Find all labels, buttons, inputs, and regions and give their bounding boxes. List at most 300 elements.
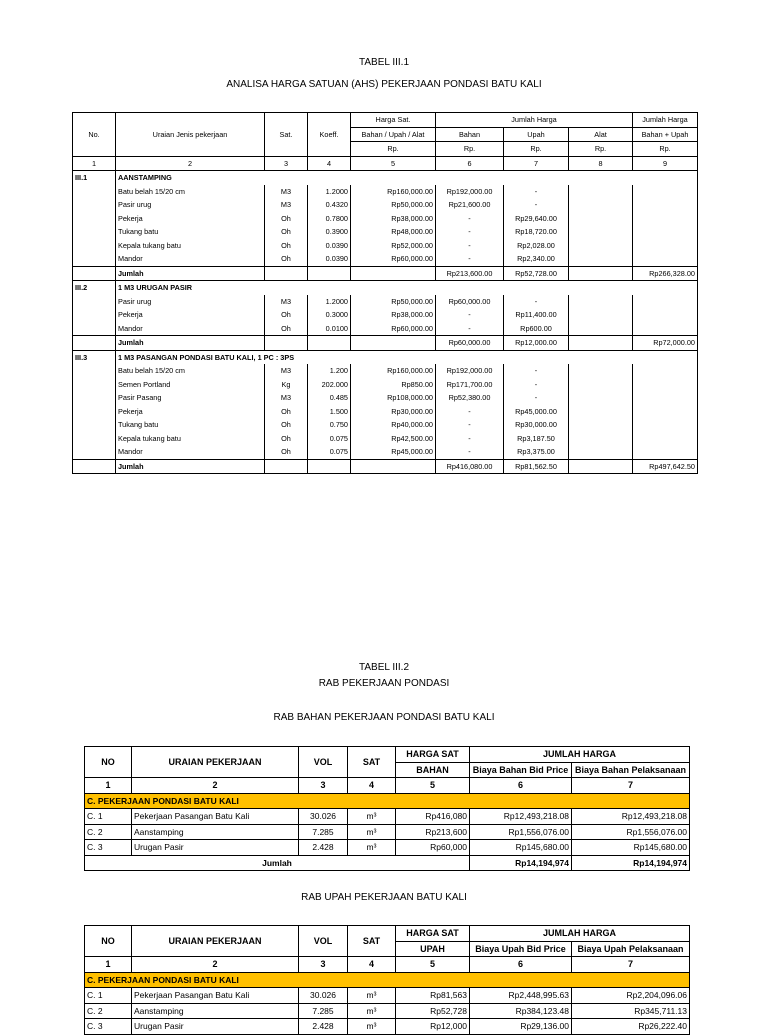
item-uraian: Tukang batu [116,225,265,239]
item-harga: Rp12,000 [396,1019,470,1035]
item-alat [569,322,633,336]
ahs-jumlah-row [73,266,698,281]
tabel2-title: RAB PEKERJAAN PONDASI [318,678,450,689]
item-upah: Rp45,000.00 [504,405,569,419]
item-bahan: - [436,405,504,419]
col-number: 7 [572,778,690,794]
item-bahan: Rp52,380.00 [436,391,504,405]
col-number: 2 [132,778,299,794]
ahs-jumlah-row [73,459,698,474]
item-koeff: 202.000 [308,378,351,392]
item-no [73,322,116,336]
col-header-bua: Bahan / Upah / Alat [351,127,436,142]
rab-upah-header-row-1 [85,926,690,942]
item-total [633,378,698,392]
jumlah-total: Rp266,328.00 [633,266,698,281]
item-alat [569,405,633,419]
item-alat [569,378,633,392]
col-number: 1 [85,778,132,794]
item-total [633,391,698,405]
col-header-harga-sat: HARGA SAT [396,926,470,942]
item-uraian: Urugan Pasir [132,840,299,856]
jumlah-upah: Rp12,000.00 [504,336,569,351]
item-upah: - [504,295,569,309]
item-sat: Oh [265,252,308,266]
ahs-item-row [73,212,698,226]
item-alat [569,308,633,322]
col-header-rp: Rp. [633,142,698,157]
item-alat [569,445,633,459]
col-header-bid-price: Biaya Bahan Bid Price [470,762,572,778]
col-number: 3 [265,156,308,171]
item-upah: - [504,364,569,378]
col-number: 7 [572,957,690,973]
jumlah-harga [351,459,436,474]
item-koeff: 0.0390 [308,239,351,253]
rab-upah-table [84,925,690,1035]
item-vol: 7.285 [299,1003,348,1019]
ahs-item-row [73,198,698,212]
col-header-sat: SAT [348,747,396,778]
ahs-item-row [73,418,698,432]
item-uraian: Semen Portland [116,378,265,392]
item-uraian: Batu belah 15/20 cm [116,185,265,199]
col-header-uraian: URAIAN PEKERJAAN [132,926,299,957]
item-koeff: 1.2000 [308,295,351,309]
col-number: 1 [85,957,132,973]
col-header-rp: Rp. [436,142,504,157]
jumlah-sat [265,336,308,351]
jumlah-label: Jumlah [116,266,265,281]
item-uraian: Mandor [116,252,265,266]
col-header-sat: SAT [348,926,396,957]
rab-item-row [85,824,690,840]
rab-section-row [85,793,690,809]
section-number: III.3 [73,350,116,364]
item-bid-price: Rp29,136.00 [470,1019,572,1035]
rab-upah-subtitle: RAB UPAH PEKERJAAN BATU KALI [301,892,467,903]
item-upah: Rp29,640.00 [504,212,569,226]
item-harga: Rp160,000.00 [351,364,436,378]
col-header-bid-price: Biaya Upah Bid Price [470,941,572,957]
item-vol: 30.026 [299,809,348,825]
item-koeff: 0.075 [308,432,351,446]
rab-jumlah-row [85,855,690,871]
col-number: 6 [436,156,504,171]
item-koeff: 1.2000 [308,185,351,199]
item-harga: Rp38,000.00 [351,212,436,226]
item-sat: M3 [265,391,308,405]
jumlah-label: Jumlah [85,855,470,871]
item-uraian: Kepala tukang batu [116,432,265,446]
col-header-jumlah-harga: Jumlah Harga [436,113,633,128]
item-harga: Rp850.00 [351,378,436,392]
col-number: 3 [299,778,348,794]
item-no [73,198,116,212]
col-header-pelaksanaan: Biaya Bahan Pelaksanaan [572,762,690,778]
ahs-item-row [73,445,698,459]
tabel2-label: TABEL III.2 [358,662,410,673]
item-sat: Oh [265,322,308,336]
item-alat [569,295,633,309]
item-bahan: - [436,308,504,322]
col-header-no: NO [85,747,132,778]
item-uraian: Aanstamping [132,1003,299,1019]
col-number: 2 [132,957,299,973]
item-bahan: Rp21,600.00 [436,198,504,212]
col-number: 6 [470,957,572,973]
item-total [633,308,698,322]
jumlah-harga [351,266,436,281]
item-koeff: 1.200 [308,364,351,378]
jumlah-bahan: Rp213,600.00 [436,266,504,281]
section-title: AANSTAMPING [116,171,698,185]
ahs-item-row [73,364,698,378]
jumlah-upah: Rp52,728.00 [504,266,569,281]
item-alat [569,212,633,226]
rab-item-row [85,1003,690,1019]
item-no [73,378,116,392]
item-koeff: 0.075 [308,445,351,459]
item-total [633,364,698,378]
col-header-bahan-upah: Bahan + Upah [633,127,698,142]
col-header-rp: Rp. [504,142,569,157]
col-header-sat: Sat. [265,113,308,157]
item-harga: Rp60,000 [396,840,470,856]
item-total [633,405,698,419]
item-alat [569,391,633,405]
item-uraian: Pekerja [116,405,265,419]
item-harga: Rp42,500.00 [351,432,436,446]
item-sat: Oh [265,239,308,253]
jumlah-bahan: Rp416,080.00 [436,459,504,474]
item-bahan: - [436,225,504,239]
col-header-jumlah-harga: JUMLAH HARGA [470,747,690,763]
jumlah-bahan: Rp60,000.00 [436,336,504,351]
item-sat: Oh [265,445,308,459]
item-no [73,212,116,226]
ahs-section-row [73,281,698,295]
rab-item-row [85,809,690,825]
item-no: C. 2 [85,1003,132,1019]
jumlah-koeff [308,459,351,474]
item-total [633,322,698,336]
item-no [73,252,116,266]
item-sat: m³ [348,1003,396,1019]
jumlah-label: Jumlah [116,459,265,474]
item-no [73,432,116,446]
item-upah: Rp600.00 [504,322,569,336]
jumlah-upah: Rp81,562.50 [504,459,569,474]
item-sat: Oh [265,212,308,226]
ahs-item-row [73,378,698,392]
jumlah-koeff [308,266,351,281]
item-upah: Rp30,000.00 [504,418,569,432]
ahs-item-row [73,405,698,419]
col-number: 9 [633,156,698,171]
col-header-harga-sat: HARGA SAT [396,747,470,763]
item-no: C. 3 [85,840,132,856]
item-upah: Rp18,720.00 [504,225,569,239]
item-pelaksanaan: Rp2,204,096.06 [572,988,690,1004]
section-number: III.2 [73,281,116,295]
rab-col-number-row [85,957,690,973]
col-number: 8 [569,156,633,171]
item-koeff: 0.750 [308,418,351,432]
item-no [73,405,116,419]
item-koeff: 1.500 [308,405,351,419]
item-uraian: Pekerja [116,212,265,226]
rab-item-row [85,840,690,856]
item-no: C. 2 [85,824,132,840]
item-harga: Rp52,000.00 [351,239,436,253]
item-total [633,212,698,226]
col-number: 2 [116,156,265,171]
item-uraian: Tukang batu [116,418,265,432]
item-sat: Oh [265,405,308,419]
rab-bahan-header-row-1 [85,747,690,763]
section-title: 1 M3 PASANGAN PONDASI BATU KALI, 1 PC : 3PS [116,350,698,364]
item-no: C. 1 [85,988,132,1004]
item-koeff: 0.4320 [308,198,351,212]
item-bahan: - [436,445,504,459]
section-title: C. PEKERJAAN PONDASI BATU KALI [85,793,690,809]
jumlah-no [73,266,116,281]
item-uraian: Pasir urug [116,295,265,309]
item-total [633,239,698,253]
col-header-rp: Rp. [351,142,436,157]
item-no: C. 1 [85,809,132,825]
section-title: C. PEKERJAAN PONDASI BATU KALI [85,972,690,988]
item-harga: Rp50,000.00 [351,295,436,309]
jumlah-no [73,336,116,351]
jumlah-bid-price: Rp14,194,974 [470,855,572,871]
item-alat [569,364,633,378]
section-number: III.1 [73,171,116,185]
item-harga: Rp48,000.00 [351,225,436,239]
col-header-upah: UPAH [396,941,470,957]
col-header-bahan: Bahan [436,127,504,142]
col-header-alat: Alat [569,127,633,142]
item-no [73,391,116,405]
item-bahan: - [436,418,504,432]
item-sat: m³ [348,824,396,840]
item-pelaksanaan: Rp26,222.40 [572,1019,690,1035]
jumlah-total: Rp497,642.50 [633,459,698,474]
col-number: 3 [299,957,348,973]
item-harga: Rp45,000.00 [351,445,436,459]
item-vol: 2.428 [299,1019,348,1035]
item-bid-price: Rp2,448,995.63 [470,988,572,1004]
rab-bahan-table [84,746,690,871]
item-sat: m³ [348,1019,396,1035]
item-sat: m³ [348,988,396,1004]
item-uraian: Aanstamping [132,824,299,840]
item-alat [569,418,633,432]
item-pelaksanaan: Rp12,493,218.08 [572,809,690,825]
col-number: 5 [351,156,436,171]
item-sat: M3 [265,364,308,378]
item-harga: Rp213,600 [396,824,470,840]
item-harga: Rp81,563 [396,988,470,1004]
col-header-vol: VOL [299,926,348,957]
col-number: 1 [73,156,116,171]
item-sat: M3 [265,185,308,199]
item-uraian: Mandor [116,322,265,336]
jumlah-alat [569,266,633,281]
item-bid-price: Rp145,680.00 [470,840,572,856]
item-harga: Rp50,000.00 [351,198,436,212]
item-bahan: Rp171,700.00 [436,378,504,392]
item-total [633,295,698,309]
item-bahan: - [436,432,504,446]
col-number: 4 [348,957,396,973]
item-no [73,295,116,309]
jumlah-pelaksanaan: Rp14,194,974 [572,855,690,871]
col-header-pelaksanaan: Biaya Upah Pelaksanaan [572,941,690,957]
ahs-jumlah-row [73,336,698,351]
col-number: 5 [396,778,470,794]
col-header-rp: Rp. [569,142,633,157]
item-sat: M3 [265,295,308,309]
item-upah: - [504,391,569,405]
item-upah: Rp2,028.00 [504,239,569,253]
item-sat: m³ [348,840,396,856]
ahs-item-row [73,322,698,336]
jumlah-no [73,459,116,474]
item-sat: m³ [348,809,396,825]
item-alat [569,198,633,212]
item-vol: 7.285 [299,824,348,840]
item-koeff: 0.3000 [308,308,351,322]
item-total [633,252,698,266]
col-number: 6 [470,778,572,794]
item-alat [569,225,633,239]
item-vol: 30.026 [299,988,348,1004]
item-harga: Rp416,080 [396,809,470,825]
col-number: 7 [504,156,569,171]
ahs-item-row [73,252,698,266]
item-uraian: Pekerjaan Pasangan Batu Kali [132,988,299,1004]
rab-item-row [85,1019,690,1035]
item-bid-price: Rp12,493,218.08 [470,809,572,825]
item-total [633,445,698,459]
col-header-uraian: URAIAN PEKERJAAN [132,747,299,778]
ahs-table [72,112,698,474]
ahs-item-row [73,295,698,309]
item-upah: - [504,198,569,212]
rab-item-row [85,988,690,1004]
item-harga: Rp52,728 [396,1003,470,1019]
item-vol: 2.428 [299,840,348,856]
col-number: 5 [396,957,470,973]
col-header-no: NO [85,926,132,957]
item-bahan: Rp60,000.00 [436,295,504,309]
item-no [73,364,116,378]
item-uraian: Kepala tukang batu [116,239,265,253]
item-alat [569,252,633,266]
ahs-item-row [73,239,698,253]
item-uraian: Mandor [116,445,265,459]
item-uraian: Pekerjaan Pasangan Batu Kali [132,809,299,825]
ahs-item-row [73,185,698,199]
item-bahan: - [436,252,504,266]
item-no [73,445,116,459]
item-upah: - [504,185,569,199]
item-uraian: Batu belah 15/20 cm [116,364,265,378]
item-bahan: Rp192,000.00 [436,364,504,378]
col-header-upah: Upah [504,127,569,142]
item-sat: Oh [265,432,308,446]
item-alat [569,185,633,199]
ahs-item-row [73,225,698,239]
item-upah: Rp3,187.50 [504,432,569,446]
item-koeff: 0.3900 [308,225,351,239]
item-bahan: - [436,322,504,336]
item-harga: Rp40,000.00 [351,418,436,432]
item-no [73,418,116,432]
col-header-no: No. [73,113,116,157]
item-sat: Oh [265,308,308,322]
item-no [73,225,116,239]
item-total [633,185,698,199]
item-no [73,308,116,322]
rab-bahan-subtitle: RAB BAHAN PEKERJAAN PONDASI BATU KALI [273,712,495,723]
jumlah-sat [265,266,308,281]
item-uraian: Urugan Pasir [132,1019,299,1035]
item-pelaksanaan: Rp145,680.00 [572,840,690,856]
item-uraian: Pasir urug [116,198,265,212]
item-pelaksanaan: Rp1,556,076.00 [572,824,690,840]
col-header-bahan: BAHAN [396,762,470,778]
item-koeff: 0.7800 [308,212,351,226]
ahs-item-row [73,432,698,446]
jumlah-harga [351,336,436,351]
item-bahan: Rp192,000.00 [436,185,504,199]
col-header-koeff: Koeff. [308,113,351,157]
item-sat: Kg [265,378,308,392]
item-alat [569,239,633,253]
item-koeff: 0.485 [308,391,351,405]
item-uraian: Pekerja [116,308,265,322]
item-pelaksanaan: Rp345,711.13 [572,1003,690,1019]
item-no [73,185,116,199]
ahs-col-number-row [73,156,698,171]
item-bahan: - [436,239,504,253]
item-harga: Rp60,000.00 [351,322,436,336]
jumlah-koeff [308,336,351,351]
item-bid-price: Rp384,123.48 [470,1003,572,1019]
section-title: 1 M3 URUGAN PASIR [116,281,698,295]
col-header-harga-sat: Harga Sat. [351,113,436,128]
tabel1-label: TABEL III.1 [358,57,410,68]
item-koeff: 0.0100 [308,322,351,336]
item-bid-price: Rp1,556,076.00 [470,824,572,840]
item-harga: Rp160,000.00 [351,185,436,199]
ahs-item-row [73,308,698,322]
ahs-section-row [73,171,698,185]
col-number: 4 [348,778,396,794]
tabel1-title: ANALISA HARGA SATUAN (AHS) PEKERJAAN PONDASI BATU KALI [226,79,542,90]
item-no: C. 3 [85,1019,132,1035]
item-harga: Rp38,000.00 [351,308,436,322]
jumlah-total: Rp72,000.00 [633,336,698,351]
item-upah: Rp2,340.00 [504,252,569,266]
rab-section-row [85,972,690,988]
jumlah-sat [265,459,308,474]
col-number: 4 [308,156,351,171]
col-header-jumlah-harga: JUMLAH HARGA [470,926,690,942]
